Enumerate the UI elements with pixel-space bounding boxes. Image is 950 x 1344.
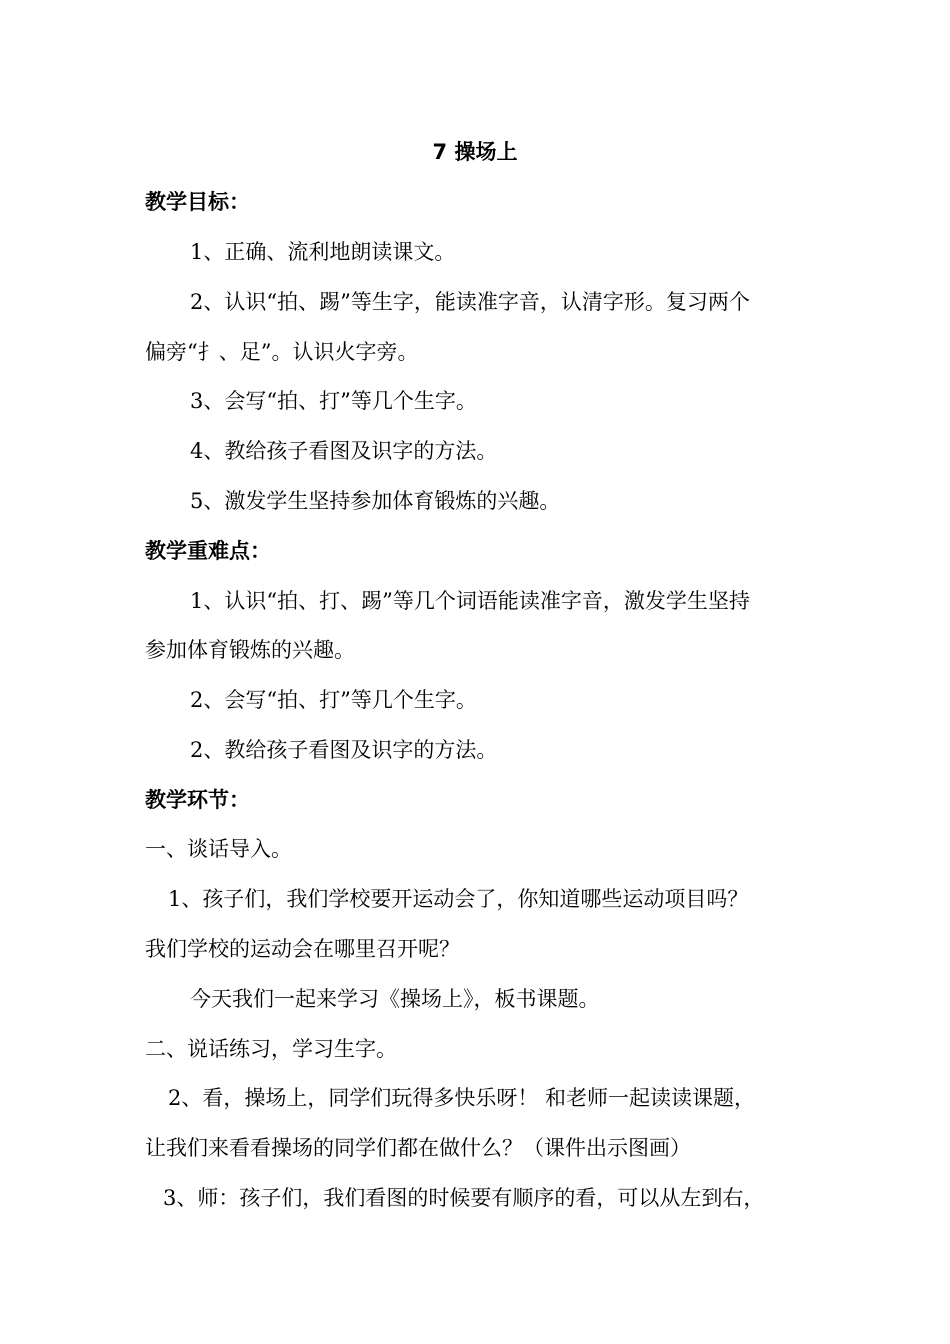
step-section: 一、谈话导入。 (145, 837, 292, 861)
key-point-item: 1、认识“拍、打、踢”等几个词语能读准字音，激发学生坚持 (190, 589, 750, 613)
goal-item: 3、会写“拍、打”等几个生字。 (190, 389, 477, 413)
goal-item: 2、认识“拍、踢”等生字，能读准字音，认清字形。复习两个 (190, 290, 750, 314)
key-point-item: 2、会写“拍、打”等几个生字。 (190, 688, 477, 712)
key-points-heading: 教学重难点： (145, 539, 271, 563)
step-item: 今天我们一起来学习《操场上》，板书课题。 (190, 987, 600, 1011)
step-item-continued: 我们学校的运动会在哪里召开呢？ (145, 937, 460, 961)
step-item: 2、看，操场上，同学们玩得多快乐呀！ 和老师一起读读课题， (168, 1086, 756, 1110)
step-section: 二、说话练习，学习生字。 (145, 1037, 397, 1061)
key-point-item-continued: 参加体育锻炼的兴趣。 (145, 638, 355, 662)
goal-item-continued: 偏旁“扌、足”。认识火字旁。 (145, 340, 419, 364)
goal-item: 1、正确、流利地朗读课文。 (190, 240, 456, 264)
goal-item: 5、激发学生坚持参加体育锻炼的兴趣。 (190, 489, 561, 513)
step-item-continued: 让我们来看看操场的同学们都在做什么？（课件出示图画） (145, 1136, 691, 1160)
step-item: 3、师：孩子们，我们看图的时候要有顺序的看，可以从左到右， (163, 1186, 765, 1210)
goals-heading: 教学目标： (145, 190, 250, 214)
step-item: 1、孩子们，我们学校要开运动会了，你知道哪些运动项目吗？ (168, 887, 749, 911)
document-title: 7 操场上 (432, 140, 518, 164)
key-point-item: 2、教给孩子看图及识字的方法。 (190, 738, 498, 762)
steps-heading: 教学环节： (145, 788, 250, 812)
goal-item: 4、教给孩子看图及识字的方法。 (190, 439, 498, 463)
